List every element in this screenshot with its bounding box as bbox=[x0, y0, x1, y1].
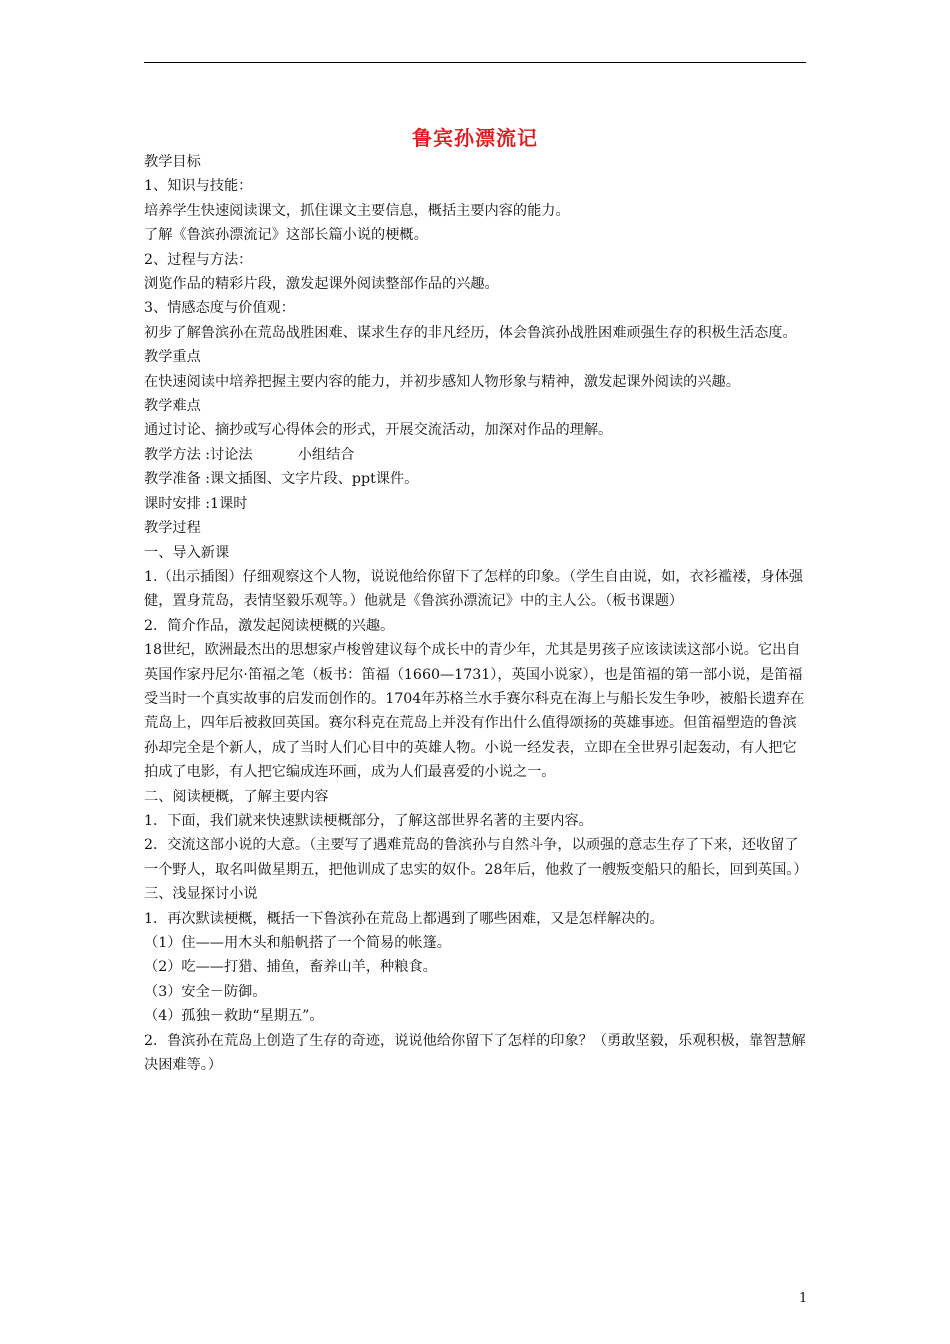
heading-process: 教学过程 bbox=[144, 520, 201, 537]
section-heading-summary: 二、阅读梗概，了解主要内容 bbox=[144, 788, 329, 805]
class-schedule: 课时安排 :1课时 bbox=[144, 495, 248, 512]
section-heading-discussion: 三、浅显探讨小说 bbox=[144, 886, 258, 903]
body-paragraph: 在快速阅读中培养把握主要内容的能力，并初步感知人物形象与精神，激发起课外阅读的兴趣。 bbox=[144, 373, 740, 390]
list-item: （1）住——用木头和船帆搭了一个简易的帐篷。 bbox=[144, 935, 451, 951]
body-paragraph: 初步了解鲁滨孙在荒岛战胜困难、谋求生存的非凡经历，体会鲁滨孙战胜困难顽强生存的积极生活态度。 bbox=[144, 324, 797, 341]
subheading-process-method: 2、过程与方法： bbox=[144, 251, 253, 268]
body-paragraph: 2．交流这部小说的大意。（主要写了遇难荒岛的鲁滨孙与自然斗争，以顽强的意志生存了下来，还收留了一个野人，取名叫做星期五，把他训成了忠实的奴仆。28年后，他救了一艘叛变船只的船长，回到英国。） bbox=[144, 837, 808, 878]
body-paragraph: 18世纪，欧洲最杰出的思想家卢梭曾建议每个成长中的青少年，尤其是男孩子应该读读这部小说。它出自英国作家丹尼尔·笛福之笔（板书：笛福（1660—1731），英国小说家），也是笛福的第一部小说，是笛福受当时一个真实故事的启发而创作的。1704年苏格兰水手赛尔科克在海上与船长发生争吵，被船长遗弃在荒岛上，四年后被救回英国。赛尔科克在荒岛上并没有作出什么值得颂扬的英雄事迹。但笛福塑造的鲁滨孙却完全是个新人，成了当时人们心目中的英雄人物。小说一经发表，立即在全世界引起轰动，有人把它拍成了电影，有人把它编成连环画，成为人们最喜爱的小说之一。 bbox=[144, 642, 805, 781]
body-paragraph: 培养学生快速阅读课文，抓住课文主要信息，概括主要内容的能力。 bbox=[144, 202, 570, 219]
body-paragraph: 1．再次默读梗概，概括一下鲁滨孙在荒岛上都遇到了哪些困难，又是怎样解决的。 bbox=[144, 910, 664, 927]
page-number: 1 bbox=[799, 1291, 808, 1306]
body-paragraph: 了解《鲁滨孙漂流记》这部长篇小说的梗概。 bbox=[144, 227, 428, 244]
body-paragraph: 2．简介作品，激发起阅读梗概的兴趣。 bbox=[144, 617, 395, 634]
heading-key-points: 教学重点 bbox=[144, 349, 201, 366]
list-item: （4）孤独－救助“星期五”。 bbox=[144, 1008, 324, 1025]
list-item: （2）吃——打猎、捕鱼，畜养山羊，种粮食。 bbox=[144, 959, 437, 976]
list-item: （3）安全－防御。 bbox=[144, 983, 267, 1000]
section-heading-intro: 一、导入新课 bbox=[144, 544, 230, 561]
subheading-knowledge-skills: 1、知识与技能： bbox=[144, 178, 253, 195]
header-rule bbox=[144, 62, 806, 63]
teaching-method: 教学方法 :讨论法 小组结合 bbox=[144, 446, 355, 463]
body-paragraph: 2．鲁滨孙在荒岛上创造了生存的奇迹，说说他给你留下了怎样的印象？（勇敢坚毅，乐观积极，靠智慧解决困难等。） bbox=[144, 1032, 806, 1074]
heading-objectives: 教学目标 bbox=[144, 154, 201, 170]
body-paragraph: 通过讨论、摘抄或写心得体会的形式，开展交流活动，加深对作品的理解。 bbox=[144, 422, 613, 439]
subheading-attitude-values: 3、情感态度与价值观： bbox=[144, 300, 295, 317]
body-paragraph: 1.（出示插图）仔细观察这个人物，说说他给你留下了怎样的印象。（学生自由说，如，衣衫褴褛，身体强健，置身荒岛，表情坚毅乐观等。）他就是《鲁滨孙漂流记》中的主人公。（板书课题） bbox=[144, 568, 804, 610]
body-paragraph: 浏览作品的精彩片段，激发起课外阅读整部作品的兴趣。 bbox=[144, 276, 499, 293]
heading-difficulties: 教学难点 bbox=[144, 398, 201, 415]
document-body bbox=[144, 150, 808, 1077]
teaching-preparation: 教学准备 :课文插图、文字片段、ppt课件。 bbox=[144, 471, 419, 488]
body-paragraph: 1．下面，我们就来快速默读梗概部分，了解这部世界名著的主要内容。 bbox=[144, 812, 593, 829]
document-title: 鲁宾孙漂流记 bbox=[412, 126, 538, 150]
